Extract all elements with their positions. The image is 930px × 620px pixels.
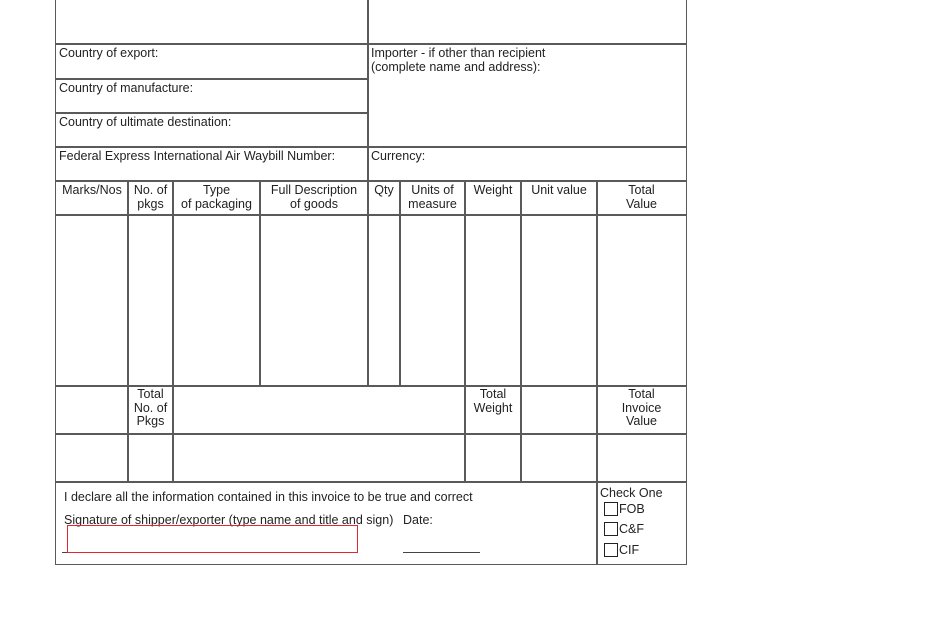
fob-checkbox[interactable] <box>604 502 618 516</box>
qty-field[interactable] <box>367 214 401 387</box>
waybill-field[interactable] <box>55 146 369 182</box>
totals-value-blank-2 <box>172 433 466 483</box>
weight-field[interactable] <box>464 214 522 387</box>
col-pkgs-label-2: pkgs <box>137 197 164 211</box>
cf-label: C&F <box>619 522 644 536</box>
desc-field[interactable] <box>259 214 369 387</box>
importer-field[interactable] <box>367 43 687 148</box>
option-fob[interactable] <box>604 502 645 516</box>
col-desc-label-2: of goods <box>290 197 338 211</box>
col-desc-label: Full Description <box>270 183 358 197</box>
col-weight <box>464 180 522 216</box>
country-of-export-label: Country of export: <box>59 46 159 60</box>
col-qty-label: Qty <box>374 183 394 197</box>
unit-value-field[interactable] <box>520 214 598 387</box>
col-units-label: Units of <box>411 183 454 197</box>
total-weight-text-2: Weight <box>473 400 513 415</box>
option-cf[interactable] <box>604 522 644 536</box>
type-field[interactable] <box>172 214 261 387</box>
total-pkgs-text: Total <box>137 387 164 401</box>
col-type <box>172 180 261 216</box>
col-unit-value <box>520 180 598 216</box>
col-total-value <box>596 180 687 216</box>
col-units-label-2: measure <box>408 197 457 211</box>
totals-blank-2 <box>172 385 466 435</box>
total-invoice-text-2: Invoice <box>621 400 662 415</box>
col-weight-label: Weight <box>473 183 513 197</box>
declaration-text: I declare all the information contained in this invoice to be true and correct <box>64 490 473 504</box>
importer-label-2: (complete name and address): <box>371 60 541 74</box>
total-pkgs-text-3: Pkgs <box>136 414 165 428</box>
col-pkgs-label: No. of <box>133 183 168 197</box>
cf-checkbox[interactable] <box>604 522 618 536</box>
importer-label: Importer - if other than recipient <box>371 46 546 60</box>
col-total-value-label: Total <box>628 183 655 197</box>
total-weight-label <box>464 385 522 435</box>
col-unit-value-label: Unit value <box>531 183 587 197</box>
signature-input[interactable] <box>67 525 358 553</box>
total-weight-text: Total <box>479 387 507 401</box>
totals-blank-3 <box>520 385 598 435</box>
totals-value-blank-3 <box>520 433 598 483</box>
col-desc <box>259 180 369 216</box>
total-pkgs-label <box>127 385 174 435</box>
top-right-field[interactable] <box>367 0 687 45</box>
date-input[interactable] <box>403 552 480 553</box>
total-pkgs-field[interactable] <box>127 433 174 483</box>
col-units <box>399 180 466 216</box>
country-of-manufacture-label: Country of manufacture: <box>59 81 194 95</box>
country-of-destination-field[interactable] <box>55 112 369 148</box>
country-of-export-field[interactable] <box>55 43 369 80</box>
total-invoice-text-3: Value <box>625 414 658 428</box>
col-type-label-2: of packaging <box>181 197 252 211</box>
col-marks <box>55 180 129 216</box>
signature-label: Signature of shipper/exporter (type name and title and sign) <box>64 513 394 527</box>
col-pkgs <box>127 180 174 216</box>
total-pkgs-text-2: No. of <box>133 400 168 415</box>
country-of-destination-label: Country of ultimate destination: <box>59 115 232 129</box>
cif-label: CIF <box>619 543 640 557</box>
col-total-value-label-2: Value <box>625 197 658 211</box>
waybill-label: Federal Express International Air Waybill Number: <box>59 149 336 163</box>
marks-field[interactable] <box>55 214 129 387</box>
option-cif[interactable] <box>604 543 639 557</box>
col-marks-label: Marks/Nos <box>62 183 122 197</box>
total-invoice-text: Total <box>628 387 655 401</box>
country-of-manufacture-field[interactable] <box>55 78 369 114</box>
fob-label: FOB <box>619 502 645 516</box>
currency-field[interactable] <box>367 146 687 182</box>
col-type-label: Type <box>202 183 231 197</box>
currency-label: Currency: <box>371 149 426 163</box>
totals-blank-1 <box>55 385 129 435</box>
total-invoice-field[interactable] <box>596 433 687 483</box>
total-value-field[interactable] <box>596 214 687 387</box>
top-left-field[interactable] <box>55 0 369 45</box>
units-field[interactable] <box>399 214 466 387</box>
cif-checkbox[interactable] <box>604 543 618 557</box>
pkgs-field[interactable] <box>127 214 174 387</box>
total-weight-field[interactable] <box>464 433 522 483</box>
date-label: Date: <box>403 513 433 527</box>
check-one-label: Check One <box>600 486 663 500</box>
total-invoice-label <box>596 385 687 435</box>
col-qty <box>367 180 401 216</box>
totals-value-blank-1 <box>55 433 129 483</box>
